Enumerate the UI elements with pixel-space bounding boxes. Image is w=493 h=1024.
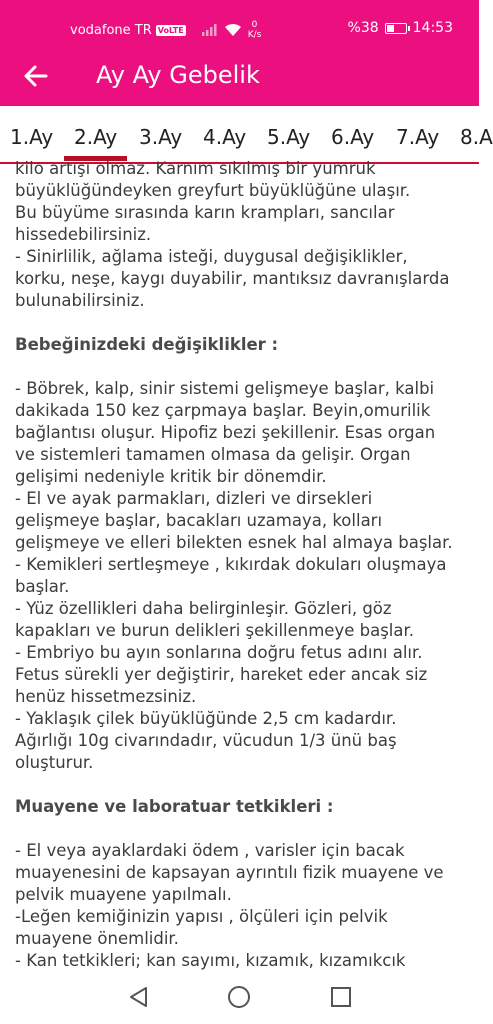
month-tabs xyxy=(0,106,493,164)
network-speed xyxy=(248,20,262,40)
blank-line xyxy=(15,818,470,840)
status-left xyxy=(70,20,261,40)
network-speed-unit: K/s xyxy=(247,30,262,40)
tab-month-3[interactable]: 3.Ay xyxy=(139,125,183,149)
back-button[interactable] xyxy=(20,60,52,92)
text-line: muayenesini de kapsayan ayrıntılı fizik muayene ve xyxy=(15,863,444,882)
text-line: kilo artışı olmaz. Karnım sıkılmış bir yumruk xyxy=(15,159,376,178)
nav-home-button[interactable] xyxy=(226,984,252,1010)
circle-home-icon xyxy=(226,984,252,1010)
text-line: - Yüz özellikleri daha belirginleşir. Gözleri, göz xyxy=(15,599,392,618)
article-content[interactable] xyxy=(0,159,479,970)
tab-month-4[interactable]: 4.Ay xyxy=(203,125,247,149)
blank-line xyxy=(15,774,470,796)
clock: 14:53 xyxy=(412,20,453,36)
text-line: - Sinirlilik, ağlama isteği, duygusal değişiklikler, xyxy=(15,247,408,266)
text-line: - El veya ayaklardaki ödem , varisler için bacak xyxy=(15,841,405,860)
text-line: Fetus sürekli yer değiştirir, hareket eder ancak siz xyxy=(15,665,428,684)
battery-icon xyxy=(385,23,407,34)
text-line: - Yaklaşık çilek büyüklüğünde 2,5 cm kadardır. xyxy=(15,709,397,728)
blank-line xyxy=(15,312,470,334)
nav-back-button[interactable] xyxy=(126,984,152,1010)
text-line: - El ve ayak parmakları, dizleri ve dirsekleri xyxy=(15,489,373,508)
text-line: gelişmeye başlar, bacakları uzamaya, kolları xyxy=(15,511,383,530)
section-heading: Bebeğinizdeki değişiklikler : xyxy=(15,335,279,354)
text-line: - Kan tetkikleri; kan sayımı, kızamık, kızamıkcık xyxy=(15,951,406,970)
text-line: kapakları ve burun delikleri şekillenmeye başlar. xyxy=(15,621,414,640)
status-icons xyxy=(202,20,262,40)
system-nav-bar xyxy=(0,970,479,1024)
network-speed-value: 0 xyxy=(251,20,258,30)
battery-fill xyxy=(387,25,395,32)
text-line: muayene önemlidir. xyxy=(15,929,179,948)
text-line: Bu büyüme sırasında karın krampları, sancılar xyxy=(15,203,395,222)
text-line: -Leğen kemiğinizin yapısı , ölçüleri için pelvik xyxy=(15,907,388,926)
tab-month-6[interactable]: 6.Ay xyxy=(331,125,375,149)
text-line: pelvik muayene yapılmalı. xyxy=(15,885,232,904)
article-text xyxy=(15,158,470,994)
status-bar xyxy=(0,0,479,46)
text-line: henüz hissetmezsiniz. xyxy=(15,687,197,706)
signal-icon xyxy=(202,24,218,36)
text-line: ve sistemleri tamamen olmasa da gelişir. Organ xyxy=(15,445,411,464)
text-line: oluşturur. xyxy=(15,753,94,772)
text-line: dakikada 150 kez çarpmaya başlar. Beyin,omurilik xyxy=(15,401,431,420)
tab-month-7[interactable]: 7.Ay xyxy=(396,125,440,149)
tab-month-8[interactable]: 8.A xyxy=(460,125,493,149)
blank-line xyxy=(15,356,470,378)
square-recents-icon xyxy=(328,984,354,1010)
text-line: - Embriyo bu ayın sonlarına doğru fetus adını alır. xyxy=(15,643,423,662)
text-line: hissedebilirsiniz. xyxy=(15,225,152,244)
text-line: bağlantısı oluşur. Hipofiz bezi şekillenir. Esas organ xyxy=(15,423,436,442)
triangle-back-icon xyxy=(126,984,152,1010)
nav-recents-button[interactable] xyxy=(328,984,354,1010)
text-line: başlar. xyxy=(15,577,70,596)
tab-month-1[interactable]: 1.Ay xyxy=(10,125,54,149)
text-line: bulunabilirsiniz. xyxy=(15,291,145,310)
carrier-name: vodafone TR xyxy=(70,22,152,38)
text-line: korku, neşe, kaygı duyabilir, mantıksız davranışlarda xyxy=(15,269,450,288)
text-line: - Böbrek, kalp, sinir sistemi gelişmeye başlar, kalbi xyxy=(15,379,435,398)
text-line: büyüklüğündeyken greyfurt büyüklüğüne ulaşır. xyxy=(15,181,411,200)
section-heading: Muayene ve laboratuar tetkikleri : xyxy=(15,797,334,816)
battery-percent: %38 xyxy=(347,20,379,36)
app-bar xyxy=(0,46,479,106)
page-title: Ay Ay Gebelik xyxy=(96,61,260,89)
arrow-left-icon xyxy=(20,60,52,92)
wifi-icon xyxy=(224,23,242,37)
status-right xyxy=(348,20,453,36)
text-line: gelişmeye ve elleri bilekten esnek hal almaya başlar. xyxy=(15,533,453,552)
tab-month-5[interactable]: 5.Ay xyxy=(267,125,311,149)
text-line: - Kemikleri sertleşmeye , kıkırdak dokuları oluşmaya xyxy=(15,555,447,574)
tab-month-2[interactable]: 2.Ay xyxy=(74,125,118,149)
volte-badge: VoLTE xyxy=(157,25,184,35)
text-line: Ağırlığı 10g civarındadır, vücudun 1/3 ünü baş xyxy=(15,731,397,750)
text-line: gelişimi nedeniyle kritik bir dönemdir. xyxy=(15,467,327,486)
